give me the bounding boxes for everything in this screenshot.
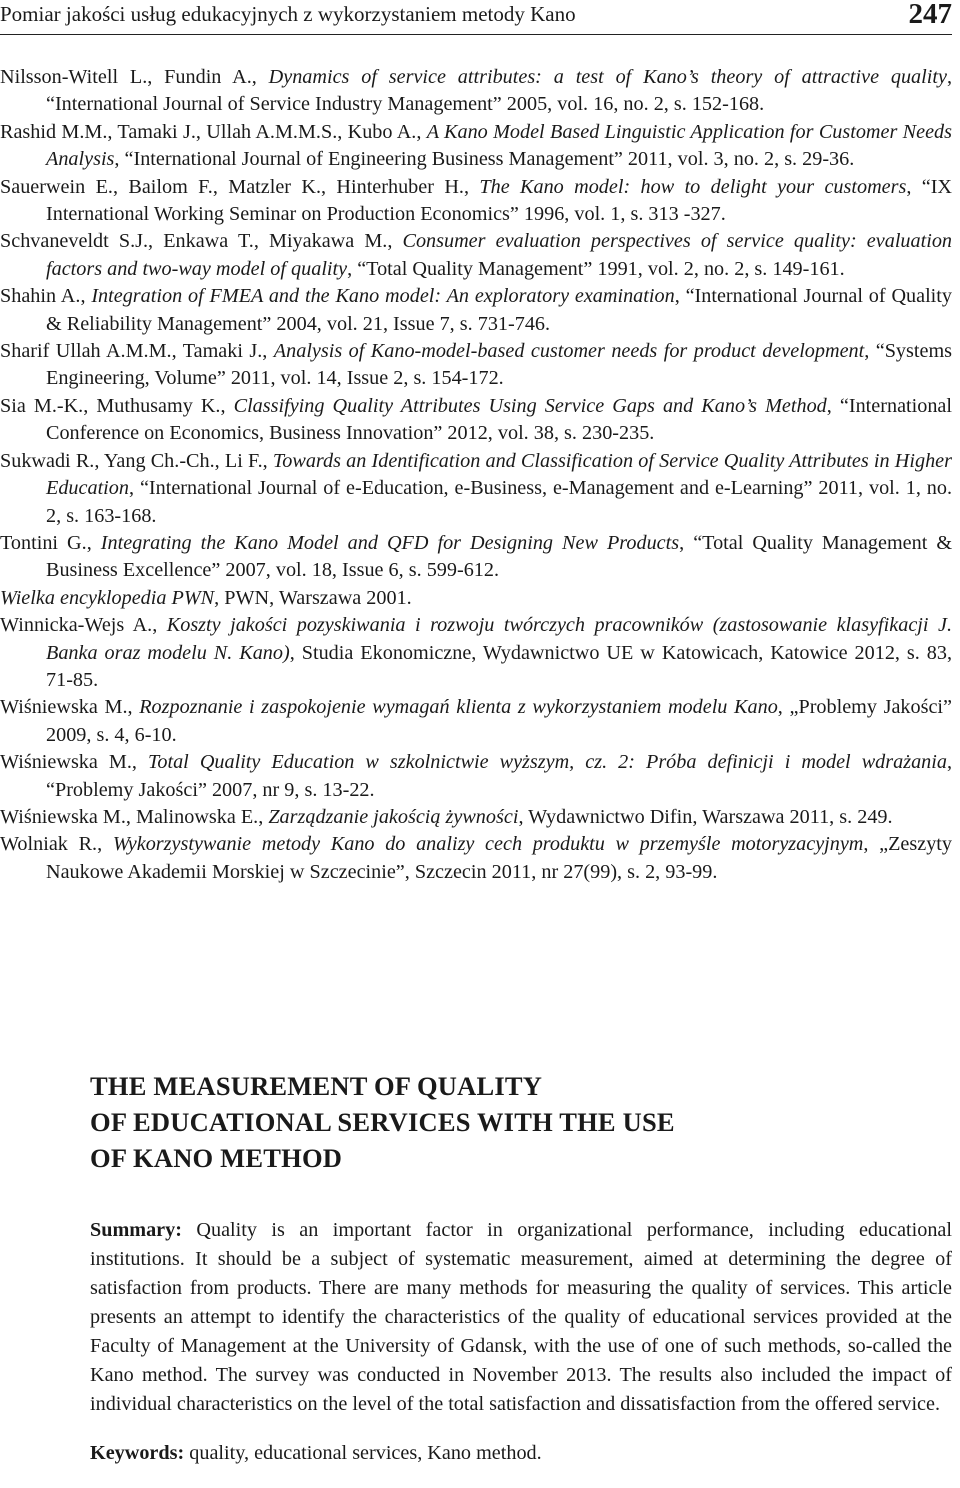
reference-title: Dynamics of service attributes: a test of Kano’s theory of attractive quality [268, 66, 947, 88]
reference-title: Wykorzystywanie metody Kano do analizy cech produktu w przemyśle motoryzacyjnym [112, 833, 864, 856]
keywords-text: quality, educational services, Kano method. [189, 1442, 542, 1465]
reference-authors: Tontini G. [0, 531, 87, 554]
reference-source: „Zeszyty Naukowe Akademii Morskiej w Szczecinie”, Szczecin 2011, nr 27(99), s. 2, 93-99. [46, 833, 952, 883]
reference-title: Rozpoznanie i zaspokojenie wymagań klienta z wykorzystaniem modelu Kano [139, 696, 778, 719]
reference-title: Integration of FMEA and the Kano model: An exploratory examination [91, 285, 675, 308]
reference-authors: Sukwadi R., Yang Ch.-Ch., Li F. [0, 449, 263, 472]
reference-item: Nilsson-Witell L., Fundin A., Dynamics of service attributes: a test of Kano’s theory of attractive quality, “International Journal of Service Industry Management” 2005, vol. 16, no. 2, s. 152-168. [0, 66, 952, 116]
reference-authors: Wiśniewska M. [0, 751, 132, 774]
reference-source: “International Journal of Service Industry Management” 2005, vol. 16, no. 2, s. 152-168. [46, 93, 765, 116]
title-line: THE MEASUREMENT OF QUALITY [90, 1071, 543, 1101]
reference-authors: Sauerwein E., Bailom F., Matzler K., Hinterhuber H. [0, 175, 464, 198]
reference-authors: Winnicka-Wejs A. [0, 614, 153, 637]
reference-item: Rashid M.M., Tamaki J., Ullah A.M.M.S., Kubo A., A Kano Model Based Linguistic Application for Customer Needs Analysis, “International Journal of Engineering Business Management” 2011, vol. 3, no. 2, s. 29-36. [0, 120, 952, 171]
reference-title: Wielka encyklopedia PWN [0, 586, 215, 609]
reference-authors: Sia M.-K., Muthusamy K. [0, 394, 221, 417]
title-line: OF KANO METHOD [90, 1143, 343, 1173]
reference-source: “Problemy Jakości” 2007, nr 9, s. 13-22. [46, 778, 375, 801]
reference-title: Koszty jakości pozyskiwania i rozwoju twórczych pracowników (zastosowanie klasyfikacji J. Banka oraz modelu N. Kano) [46, 614, 952, 664]
reference-authors: Nilsson-Witell L., Fundin A. [0, 66, 252, 88]
reference-title: Total Quality Education w szkolnictwie wyższym, cz. 2: Próba definicji i model wdrażania [148, 751, 947, 774]
reference-source: “Total Quality Management & Business Excellence” 2007, vol. 18, Issue 6, s. 599-612. [46, 531, 953, 582]
summary-paragraph [90, 1216, 952, 1419]
reference-source: “International Journal of e-Education, e-Business, e-Management and e-Learning” 2011, vol. 1, no. 2, s. 163-168. [46, 477, 953, 527]
article-title-english [90, 1068, 952, 1176]
reference-title: Analysis of Kano-model-based customer needs for product development [273, 340, 865, 363]
reference-title: A Kano Model Based Linguistic Application for Customer Needs Analysis [46, 120, 952, 171]
reference-source: Studia Ekonomiczne, Wydawnictwo UE w Katowicach, Katowice 2012, s. 83, 71-85. [46, 641, 953, 691]
reference-title: Consumer evaluation perspectives of service quality: evaluation factors and two-way model of quality [46, 230, 953, 280]
reference-item: Wiśniewska M., Malinowska E., Zarządzanie jakością żywności, Wydawnictwo Difin, Warszawa 2011, s. 249. [0, 805, 893, 828]
reference-authors: Sharif Ullah A.M.M., Tamaki J. [0, 340, 263, 363]
reference-item: Wiśniewska M., Rozpoznanie i zaspokojenie wymagań klienta z wykorzystaniem modelu Kano, „Problemy Jakości” 2009, s. 4, 6-10. [0, 696, 953, 746]
running-title: Pomiar jakości usług edukacyjnych z wykorzystaniem metody Kano [0, 2, 576, 26]
page-header [0, 0, 952, 35]
summary-label: Summary: [90, 1219, 182, 1241]
reference-item: Wiśniewska M., Total Quality Education w szkolnictwie wyższym, cz. 2: Próba definicji i model wdrażania, “Problemy Jakości” 2007, nr 9, s. 13-22. [0, 751, 953, 801]
reference-item: Shahin A., Integration of FMEA and the Kano model: An exploratory examination, “International Journal of Quality & Reliability Management” 2004, vol. 21, Issue 7, s. 731-746. [0, 285, 952, 335]
reference-item: Sia M.-K., Muthusamy K., Classifying Quality Attributes Using Service Gaps and Kano’s Method, “International Conference on Economics, Business Innovation” 2012, vol. 38, s. 230-235. [0, 394, 953, 445]
reference-source: “Systems Engineering, Volume” 2011, vol. 14, Issue 2, s. 154-172. [46, 340, 952, 390]
reference-title: Classifying Quality Attributes Using Service Gaps and Kano’s Method [233, 394, 827, 417]
reference-source: “Total Quality Management” 1991, vol. 2, no. 2, s. 149-161. [357, 257, 845, 280]
reference-source: “International Journal of Quality & Reliability Management” 2004, vol. 21, Issue 7, s. 731-746. [46, 285, 952, 335]
reference-item: Tontini G., Integrating the Kano Model and QFD for Designing New Products, “Total Quality Management & Business Excellence” 2007, vol. 18, Issue 6, s. 599-612. [0, 531, 953, 582]
reference-source: “IX International Working Seminar on Production Economics” 1996, vol. 1, s. 313 -327. [46, 175, 953, 226]
keywords-paragraph [90, 1439, 952, 1468]
reference-source: “International Conference on Economics, Business Innovation” 2012, vol. 38, s. 230-235. [46, 394, 953, 445]
reference-authors: Wiśniewska M. [0, 696, 128, 719]
reference-authors: Wiśniewska M., Malinowska E. [0, 805, 259, 828]
keywords-label: Keywords: [90, 1442, 185, 1465]
reference-item: Wielka encyklopedia PWN, PWN, Warszawa 2001. [0, 586, 412, 609]
reference-list [0, 64, 952, 886]
reference-item: Wolniak R., Wykorzystywanie metody Kano do analizy cech produktu w przemyśle motoryzacyjnym, „Zeszyty Naukowe Akademii Morskiej w Szczecinie”, Szczecin 2011, nr 27(99), s. 2, 93-99. [0, 833, 952, 883]
reference-source: „Problemy Jakości” 2009, s. 4, 6-10. [46, 696, 953, 746]
reference-authors: Wolniak R. [0, 833, 98, 856]
reference-item: Sukwadi R., Yang Ch.-Ch., Li F., Towards an Identification and Classification of Service Quality Attributes in Higher Education, “International Journal of e-Education, e-Business, e-Management and e-Learning” 2011, vol. 1, no. 2, s. 163-168. [0, 449, 953, 527]
reference-title: Integrating the Kano Model and QFD for Designing New Products [100, 531, 680, 554]
english-summary-section [90, 1068, 952, 1488]
reference-title: Zarządzanie jakością żywności [268, 805, 519, 828]
reference-item: Sharif Ullah A.M.M., Tamaki J., Analysis of Kano-model-based customer needs for product development, “Systems Engineering, Volume” 2011, vol. 14, Issue 2, s. 154-172. [0, 340, 952, 390]
summary-text: Quality is an important factor in organizational performance, including educational institutions. It should be a subject of systematic measurement, aimed at determining the degree of satisfaction from products. There are many methods for measuring the quality of services. This article presents an attempt to identify the characteristics of the quality of educational services provided at the Faculty of Management at the University of Gdansk, with the use of one of such methods, so-called the Kano method. The survey was conducted in November 2013. The results also included the impact of individual characteristics on the level of the total satisfaction and dissatisfaction from the offered service. [90, 1219, 953, 1415]
reference-title: Towards an Identification and Classification of Service Quality Attributes in Higher Education [46, 449, 952, 500]
reference-source: “International Journal of Engineering Business Management” 2011, vol. 3, no. 2, s. 29-36. [124, 148, 855, 171]
reference-authors: Rashid M.M., Tamaki J., Ullah A.M.M.S., Kubo A. [0, 120, 417, 143]
reference-item: Schvaneveldt S.J., Enkawa T., Miyakawa M., Consumer evaluation perspectives of service quality: evaluation factors and two-way model of quality, “Total Quality Management” 1991, vol. 2, no. 2, s. 149-161. [0, 230, 953, 280]
reference-authors: Schvaneveldt S.J., Enkawa T., Miyakawa M. [0, 230, 388, 253]
reference-title: The Kano model: how to delight your customers [479, 175, 907, 198]
reference-item: Sauerwein E., Bailom F., Matzler K., Hinterhuber H., The Kano model: how to delight your customers, “IX International Working Seminar on Production Economics” 1996, vol. 1, s. 313 -327. [0, 175, 953, 226]
page-number: 247 [908, 0, 952, 30]
reference-source: PWN, Warszawa 2001. [224, 586, 412, 609]
reference-source: Wydawnictwo Difin, Warszawa 2011, s. 249. [528, 805, 893, 828]
reference-item: Winnicka-Wejs A., Koszty jakości pozyskiwania i rozwoju twórczych pracowników (zastosowanie klasyfikacji J. Banka oraz modelu N. Kano), Studia Ekonomiczne, Wydawnictwo UE w Katowicach, Katowice 2012, s. 83, 71-85. [0, 614, 953, 691]
title-line: OF EDUCATIONAL SERVICES WITH THE USE [90, 1107, 675, 1137]
reference-authors: Shahin A. [0, 285, 81, 308]
